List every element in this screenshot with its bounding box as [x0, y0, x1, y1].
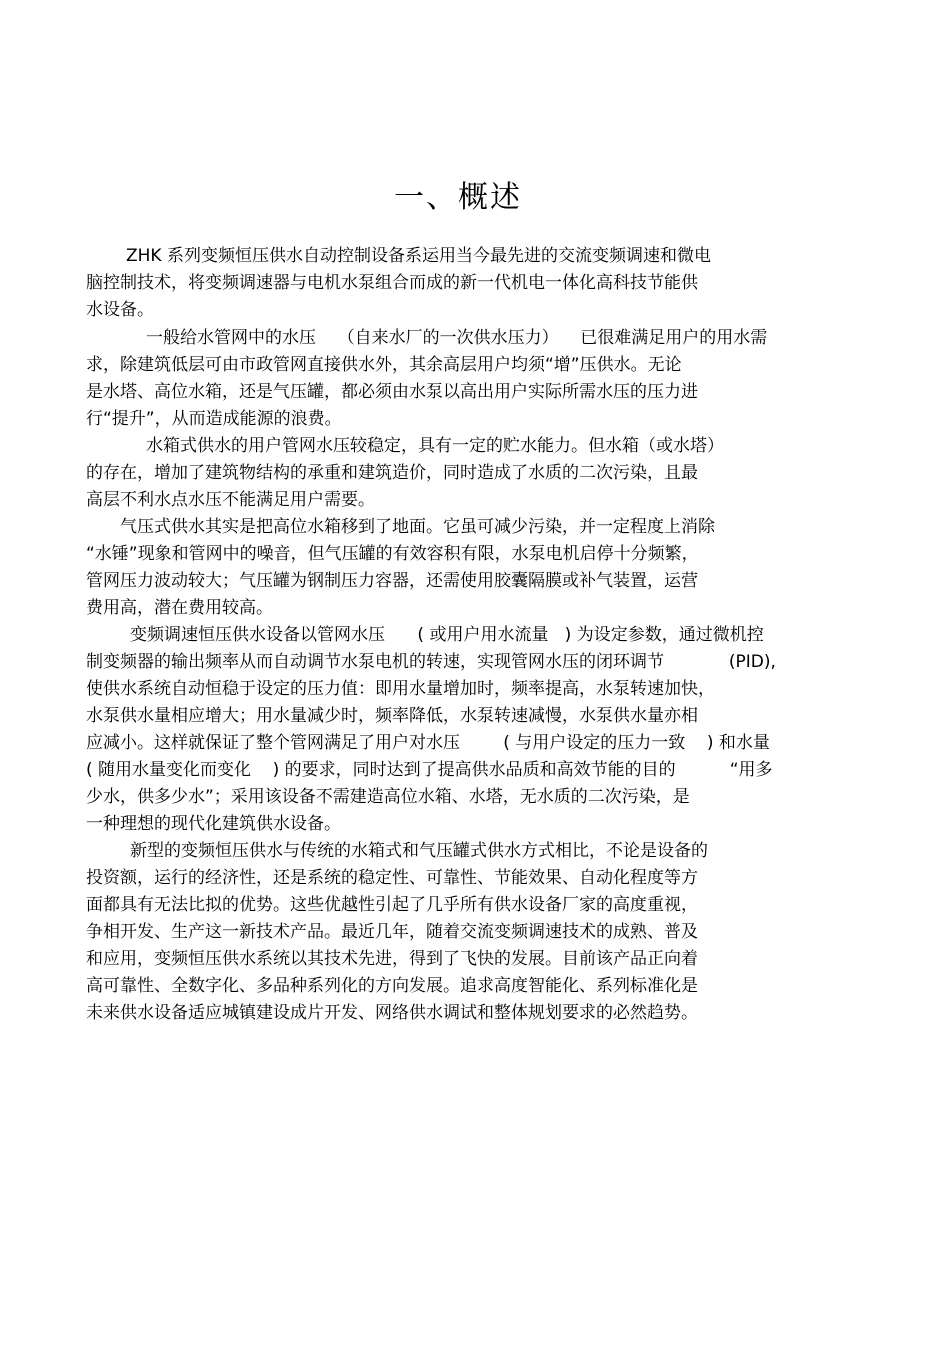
text-line: 争相开发、生产这一新技术产品。最近几年，随着交流变频调速技术的成熟、普及 [86, 922, 698, 942]
text-line: 管网压力波动较大；气压罐为钢制压力容器，还需使用胶囊隔膜或补气装置，运营 [86, 571, 698, 591]
text-line: 少水，供多少水”；采用该设备不需建造高位水箱、水塔，无水质的二次污染，是 [86, 787, 690, 807]
text-line: “水锤”现象和管网中的噪音，但气压罐的有效容积有限，水泵电机启停十分频繁， [86, 544, 699, 564]
text-line: 变频调速恒压供水设备以管网水压 ( 或用户用水流量 ) 为设定参数，通过微机控 [130, 625, 764, 645]
text-line: 水泵供水量相应增大；用水量减少时，频率降低，水泵转速减慢，水泵供水量亦相 [86, 706, 698, 726]
text-line: 水箱式供水的用户管网水压较稳定，具有一定的贮水能力。但水箱（或水塔） [146, 436, 724, 456]
text-line: 制变频器的输出频率从而自动调节水泵电机的转速，实现管网水压的闭环调节 (PID), [86, 652, 776, 672]
text-line: ZHK 系列变频恒压供水自动控制设备系运用当今最先进的交流变频调速和微电 [126, 246, 711, 266]
text-line: 新型的变频恒压供水与传统的水箱式和气压罐式供水方式相比，不论是设备的 [130, 841, 708, 861]
text-line: 的存在，增加了建筑物结构的承重和建筑造价，同时造成了水质的二次污染，且最 [86, 463, 698, 483]
text-line: ( 随用水量变化而变化 ) 的要求，同时达到了提高供水品质和高效节能的目的 “用多 [86, 760, 773, 780]
section-heading: 一、概述 [394, 180, 522, 215]
text-line: 气压式供水其实是把高位水箱移到了地面。它虽可减少污染，并一定程度上消除 [120, 517, 715, 537]
text-line: 和应用，变频恒压供水系统以其技术先进，得到了飞快的发展。目前该产品正向着 [86, 949, 698, 969]
text-line: 是水塔、高位水箱，还是气压罐，都必须由水泵以高出用户实际所需水压的压力进 [86, 382, 698, 402]
text-line: 面都具有无法比拟的优势。这些优越性引起了几乎所有供水设备厂家的高度重视， [86, 895, 698, 915]
text-line: 应减小。这样就保证了整个管网满足了用户对水压 ( 与用户设定的压力一致 ) 和水量 [86, 733, 770, 753]
text-line: 使供水系统自动恒稳于设定的压力值：即用水量增加时，频率提高，水泵转速加快， [86, 679, 715, 699]
text-line: 投资额，运行的经济性，还是系统的稳定性、可靠性、节能效果、自动化程度等方 [86, 868, 698, 888]
text-line: 脑控制技术，将变频调速器与电机水泵组合而成的新一代机电一体化高科技节能供 [86, 273, 698, 293]
text-line: 未来供水设备适应城镇建设成片开发、网络供水调试和整体规划要求的必然趋势。 [86, 1003, 698, 1023]
text-line: 求，除建筑低层可由市政管网直接供水外，其余高层用户均须“增”压供水。无论 [86, 355, 682, 375]
text-line: 高可靠性、全数字化、多品种系列化的方向发展。追求高度智能化、系列标准化是 [86, 976, 698, 996]
text-line: 一般给水管网中的水压 （自来水厂的一次供水压力） 已很难满足用户的用水需 [146, 328, 768, 348]
text-line: 费用高，潜在费用较高。 [86, 598, 273, 618]
text-line: 水设备。 [86, 300, 154, 320]
text-line: 行“提升”，从而造成能源的浪费。 [86, 409, 342, 429]
text-line: 高层不利水点水压不能满足用户需要。 [86, 490, 375, 510]
text-line: 一种理想的现代化建筑供水设备。 [86, 814, 341, 834]
